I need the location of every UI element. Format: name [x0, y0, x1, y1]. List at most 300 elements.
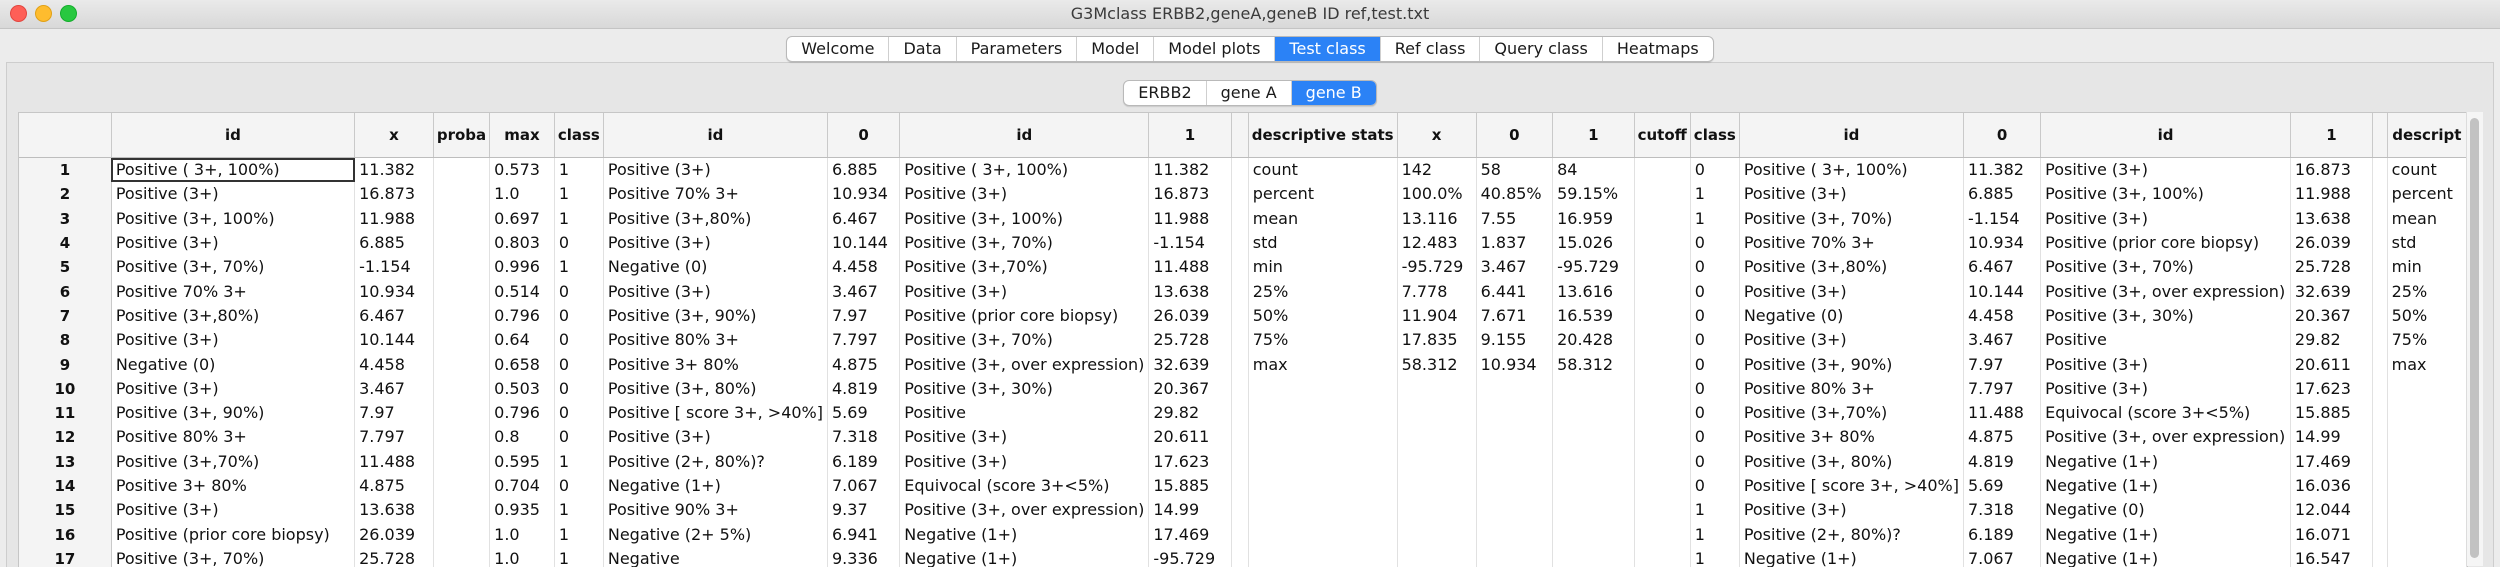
- table-cell[interactable]: 1: [554, 498, 603, 522]
- table-cell[interactable]: 0.803: [490, 231, 555, 255]
- column-header[interactable]: x: [355, 113, 434, 158]
- table-cell[interactable]: 32.639: [1149, 352, 1231, 376]
- tab-parameters[interactable]: Parameters: [957, 37, 1078, 61]
- table-cell[interactable]: Positive (prior core biopsy): [900, 304, 1149, 328]
- table-cell[interactable]: 11.488: [1963, 401, 2040, 425]
- table-cell[interactable]: [1634, 401, 1690, 425]
- column-header[interactable]: id: [1739, 113, 1963, 158]
- table-cell[interactable]: [1248, 522, 1397, 546]
- subtab-gene-a[interactable]: gene A: [1207, 81, 1292, 105]
- table-cell[interactable]: [2387, 450, 2466, 474]
- table-cell[interactable]: Positive (3+,70%): [111, 450, 354, 474]
- table-cell[interactable]: [1634, 207, 1690, 231]
- table-cell[interactable]: 0.796: [490, 304, 555, 328]
- table-cell[interactable]: 0.573: [490, 158, 555, 183]
- table-cell[interactable]: Negative (1+): [900, 547, 1149, 567]
- table-cell[interactable]: -1.154: [1963, 207, 2040, 231]
- table-cell[interactable]: [433, 255, 489, 279]
- table-cell[interactable]: Positive (3+, over expression): [900, 352, 1149, 376]
- table-cell[interactable]: Positive [ score 3+, >40%]: [603, 401, 827, 425]
- table-cell[interactable]: 0: [1690, 304, 1739, 328]
- table-cell[interactable]: [433, 304, 489, 328]
- table-cell[interactable]: Positive 3+ 80%: [603, 352, 827, 376]
- table-cell[interactable]: 6.885: [828, 158, 900, 183]
- table-cell[interactable]: [1553, 401, 1634, 425]
- table-cell[interactable]: [2387, 547, 2466, 567]
- row-number[interactable]: 16: [19, 522, 111, 546]
- table-cell[interactable]: 4.875: [828, 352, 900, 376]
- row-number[interactable]: 1: [19, 158, 111, 183]
- table-cell[interactable]: percent: [1248, 182, 1397, 206]
- table-cell[interactable]: 58: [1476, 158, 1552, 183]
- table-cell[interactable]: Positive (3+, 80%): [1739, 450, 1963, 474]
- subtab-erbb2[interactable]: ERBB2: [1124, 81, 1206, 105]
- column-header[interactable]: 1: [1553, 113, 1634, 158]
- table-cell[interactable]: 3.467: [828, 279, 900, 303]
- table-cell[interactable]: 25%: [2387, 279, 2466, 303]
- table-cell[interactable]: Positive (3+): [603, 425, 827, 449]
- table-cell[interactable]: 11.488: [355, 450, 434, 474]
- table-cell[interactable]: [1248, 498, 1397, 522]
- table-cell[interactable]: 11.988: [1149, 207, 1231, 231]
- table-cell[interactable]: Positive 70% 3+: [1739, 231, 1963, 255]
- table-cell[interactable]: 5.69: [828, 401, 900, 425]
- table-cell[interactable]: 0: [1690, 377, 1739, 401]
- table-cell[interactable]: [2372, 547, 2387, 567]
- table-cell[interactable]: 0.697: [490, 207, 555, 231]
- table-cell[interactable]: 11.382: [355, 158, 434, 183]
- table-cell[interactable]: 13.116: [1397, 207, 1476, 231]
- table-cell[interactable]: 12.483: [1397, 231, 1476, 255]
- table-cell[interactable]: Positive (3+, 70%): [111, 547, 354, 567]
- row-number[interactable]: 10: [19, 377, 111, 401]
- table-cell[interactable]: [1553, 547, 1634, 567]
- table-cell[interactable]: 40.85%: [1476, 182, 1552, 206]
- row-number[interactable]: 14: [19, 474, 111, 498]
- table-cell[interactable]: Negative (1+): [900, 522, 1149, 546]
- table-cell[interactable]: 11.488: [1149, 255, 1231, 279]
- table-cell[interactable]: Positive (3+,80%): [1739, 255, 1963, 279]
- table-cell[interactable]: 0: [554, 352, 603, 376]
- table-cell[interactable]: [2372, 304, 2387, 328]
- table-cell[interactable]: [1231, 425, 1248, 449]
- table-cell[interactable]: Positive (3+): [1739, 328, 1963, 352]
- table-cell[interactable]: [2372, 377, 2387, 401]
- table-cell[interactable]: 25.728: [2290, 255, 2372, 279]
- table-cell[interactable]: Positive (3+): [900, 182, 1149, 206]
- table-cell[interactable]: 16.547: [2290, 547, 2372, 567]
- table-cell[interactable]: [1476, 474, 1552, 498]
- table-cell[interactable]: [2372, 450, 2387, 474]
- table-cell[interactable]: 26.039: [355, 522, 434, 546]
- results-table[interactable]: [18, 112, 2468, 567]
- table-cell[interactable]: [1248, 547, 1397, 567]
- table-cell[interactable]: 15.026: [1553, 231, 1634, 255]
- table-cell[interactable]: [1634, 377, 1690, 401]
- table-cell[interactable]: 25.728: [355, 547, 434, 567]
- table-cell[interactable]: [1397, 401, 1476, 425]
- row-number[interactable]: 7: [19, 304, 111, 328]
- table-cell[interactable]: Positive (3+): [111, 328, 354, 352]
- table-cell[interactable]: [2372, 498, 2387, 522]
- table-cell[interactable]: 0.8: [490, 425, 555, 449]
- table-cell[interactable]: [433, 207, 489, 231]
- table-cell[interactable]: 29.82: [2290, 328, 2372, 352]
- column-header[interactable]: class: [1690, 113, 1739, 158]
- table-cell[interactable]: 20.611: [1149, 425, 1231, 449]
- table-cell[interactable]: 16.036: [2290, 474, 2372, 498]
- table-cell[interactable]: 7.97: [828, 304, 900, 328]
- table-cell[interactable]: Positive (3+): [2041, 377, 2291, 401]
- row-number[interactable]: 4: [19, 231, 111, 255]
- table-cell[interactable]: 50%: [2387, 304, 2466, 328]
- table-cell[interactable]: [1634, 158, 1690, 183]
- table-cell[interactable]: 10.934: [1963, 231, 2040, 255]
- table-cell[interactable]: Positive (2+, 80%)?: [603, 450, 827, 474]
- table-cell[interactable]: [433, 182, 489, 206]
- table-cell[interactable]: [1231, 304, 1248, 328]
- column-header[interactable]: proba: [433, 113, 489, 158]
- table-cell[interactable]: 3.467: [1963, 328, 2040, 352]
- table-cell[interactable]: 3.467: [355, 377, 434, 401]
- table-cell[interactable]: [2372, 182, 2387, 206]
- table-cell[interactable]: 1: [554, 158, 603, 183]
- table-cell[interactable]: [2387, 425, 2466, 449]
- table-cell[interactable]: Equivocal (score 3+<5%): [900, 474, 1149, 498]
- table-cell[interactable]: 7.067: [828, 474, 900, 498]
- table-cell[interactable]: 9.155: [1476, 328, 1552, 352]
- table-cell[interactable]: Positive (3+, 30%): [2041, 304, 2291, 328]
- table-cell[interactable]: [433, 425, 489, 449]
- table-cell[interactable]: 0.658: [490, 352, 555, 376]
- table-cell[interactable]: 6.467: [355, 304, 434, 328]
- table-cell[interactable]: Positive (3+, 70%): [900, 231, 1149, 255]
- table-cell[interactable]: max: [1248, 352, 1397, 376]
- table-cell[interactable]: Negative (0): [111, 352, 354, 376]
- table-cell[interactable]: Positive (3+, 90%): [603, 304, 827, 328]
- table-cell[interactable]: -1.154: [355, 255, 434, 279]
- table-cell[interactable]: Positive (3+, 70%): [1739, 207, 1963, 231]
- tab-query-class[interactable]: Query class: [1480, 37, 1602, 61]
- table-cell[interactable]: 32.639: [2290, 279, 2372, 303]
- table-cell[interactable]: 6.467: [1963, 255, 2040, 279]
- table-cell[interactable]: 75%: [2387, 328, 2466, 352]
- column-header[interactable]: 1: [2290, 113, 2372, 158]
- table-cell[interactable]: 16.539: [1553, 304, 1634, 328]
- table-cell[interactable]: 1.0: [490, 547, 555, 567]
- table-cell[interactable]: [1476, 450, 1552, 474]
- table-cell[interactable]: [1248, 401, 1397, 425]
- table-cell[interactable]: Positive (3+): [900, 450, 1149, 474]
- column-header[interactable]: [1231, 113, 1248, 158]
- column-header[interactable]: cutoff: [1634, 113, 1690, 158]
- table-cell[interactable]: Positive 70% 3+: [603, 182, 827, 206]
- table-cell[interactable]: 17.469: [2290, 450, 2372, 474]
- table-cell[interactable]: [1397, 547, 1476, 567]
- table-cell[interactable]: 17.835: [1397, 328, 1476, 352]
- table-cell[interactable]: [1634, 547, 1690, 567]
- table-cell[interactable]: mean: [2387, 207, 2466, 231]
- table-cell[interactable]: 7.797: [355, 425, 434, 449]
- table-cell[interactable]: [433, 474, 489, 498]
- column-header[interactable]: id: [111, 113, 354, 158]
- table-cell[interactable]: [1231, 522, 1248, 546]
- row-number[interactable]: 2: [19, 182, 111, 206]
- table-cell[interactable]: 84: [1553, 158, 1634, 183]
- vertical-scrollbar[interactable]: [2466, 112, 2483, 566]
- table-cell[interactable]: 7.778: [1397, 279, 1476, 303]
- tab-ref-class[interactable]: Ref class: [1381, 37, 1481, 61]
- table-cell[interactable]: Negative (0): [603, 255, 827, 279]
- table-cell[interactable]: 9.336: [828, 547, 900, 567]
- table-cell[interactable]: [2372, 328, 2387, 352]
- table-cell[interactable]: Negative (1+): [2041, 474, 2291, 498]
- row-number[interactable]: 11: [19, 401, 111, 425]
- table-cell[interactable]: [1634, 522, 1690, 546]
- table-cell[interactable]: Negative (1+): [2041, 522, 2291, 546]
- table-cell[interactable]: [433, 401, 489, 425]
- table-cell[interactable]: 1: [554, 207, 603, 231]
- table-cell[interactable]: 0: [1690, 352, 1739, 376]
- table-cell[interactable]: 7.797: [828, 328, 900, 352]
- table-cell[interactable]: 20.367: [2290, 304, 2372, 328]
- table-cell[interactable]: [1397, 377, 1476, 401]
- row-number[interactable]: 3: [19, 207, 111, 231]
- table-cell[interactable]: Positive (2+, 80%)?: [1739, 522, 1963, 546]
- table-cell[interactable]: Positive (3+): [1739, 182, 1963, 206]
- table-cell[interactable]: 0: [554, 304, 603, 328]
- table-cell[interactable]: [1476, 401, 1552, 425]
- table-cell[interactable]: Negative (0): [1739, 304, 1963, 328]
- table-cell[interactable]: Positive (3+, 90%): [111, 401, 354, 425]
- table-cell[interactable]: count: [1248, 158, 1397, 183]
- table-cell[interactable]: 16.873: [1149, 182, 1231, 206]
- tab-data[interactable]: Data: [889, 37, 956, 61]
- table-cell[interactable]: [1476, 498, 1552, 522]
- table-cell[interactable]: Positive 3+ 80%: [111, 474, 354, 498]
- table-cell[interactable]: 1.0: [490, 522, 555, 546]
- table-cell[interactable]: Positive ( 3+, 100%): [111, 158, 354, 183]
- tab-test-class[interactable]: Test class: [1275, 37, 1380, 61]
- table-cell[interactable]: 29.82: [1149, 401, 1231, 425]
- table-cell[interactable]: min: [1248, 255, 1397, 279]
- table-cell[interactable]: 10.144: [355, 328, 434, 352]
- table-cell[interactable]: 1: [1690, 522, 1739, 546]
- table-cell[interactable]: 0: [554, 425, 603, 449]
- table-cell[interactable]: Positive ( 3+, 100%): [900, 158, 1149, 183]
- table-cell[interactable]: [1231, 279, 1248, 303]
- table-cell[interactable]: Positive (3+, over expression): [900, 498, 1149, 522]
- column-header[interactable]: 0: [828, 113, 900, 158]
- table-cell[interactable]: Positive 80% 3+: [603, 328, 827, 352]
- table-cell[interactable]: 14.99: [1149, 498, 1231, 522]
- column-header[interactable]: descript: [2387, 113, 2466, 158]
- table-cell[interactable]: 50%: [1248, 304, 1397, 328]
- table-cell[interactable]: 0: [1690, 450, 1739, 474]
- table-cell[interactable]: [2372, 255, 2387, 279]
- table-cell[interactable]: 11.988: [355, 207, 434, 231]
- table-cell[interactable]: 0.704: [490, 474, 555, 498]
- table-cell[interactable]: 58.312: [1397, 352, 1476, 376]
- table-cell[interactable]: 7.55: [1476, 207, 1552, 231]
- table-cell[interactable]: 7.671: [1476, 304, 1552, 328]
- table-cell[interactable]: [2372, 207, 2387, 231]
- column-header[interactable]: 0: [1963, 113, 2040, 158]
- table-cell[interactable]: 4.819: [828, 377, 900, 401]
- table-cell[interactable]: 1: [1690, 182, 1739, 206]
- table-cell[interactable]: std: [1248, 231, 1397, 255]
- table-cell[interactable]: [2372, 401, 2387, 425]
- table-cell[interactable]: [1231, 255, 1248, 279]
- table-cell[interactable]: [1634, 425, 1690, 449]
- table-cell[interactable]: 12.044: [2290, 498, 2372, 522]
- table-cell[interactable]: [1476, 547, 1552, 567]
- column-header[interactable]: descriptive stats: [1248, 113, 1397, 158]
- table-cell[interactable]: 0.514: [490, 279, 555, 303]
- table-cell[interactable]: -95.729: [1149, 547, 1231, 567]
- table-cell[interactable]: 13.638: [1149, 279, 1231, 303]
- table-cell[interactable]: Positive (prior core biopsy): [2041, 231, 2291, 255]
- table-cell[interactable]: Negative (2+ 5%): [603, 522, 827, 546]
- table-cell[interactable]: [2387, 522, 2466, 546]
- table-cell[interactable]: 1.837: [1476, 231, 1552, 255]
- table-cell[interactable]: Negative (1+): [2041, 547, 2291, 567]
- table-cell[interactable]: 25%: [1248, 279, 1397, 303]
- column-header[interactable]: [2372, 113, 2387, 158]
- table-cell[interactable]: 0.935: [490, 498, 555, 522]
- table-cell[interactable]: Positive (3+): [111, 231, 354, 255]
- table-cell[interactable]: 0: [554, 377, 603, 401]
- table-cell[interactable]: 1: [1690, 498, 1739, 522]
- table-cell[interactable]: [1231, 401, 1248, 425]
- table-cell[interactable]: [1553, 474, 1634, 498]
- table-cell[interactable]: 1: [1690, 547, 1739, 567]
- table-cell[interactable]: 6.189: [1963, 522, 2040, 546]
- table-cell[interactable]: 11.382: [1149, 158, 1231, 183]
- row-number[interactable]: 6: [19, 279, 111, 303]
- table-cell[interactable]: 1: [1690, 207, 1739, 231]
- table-cell[interactable]: count: [2387, 158, 2466, 183]
- table-cell[interactable]: Negative (1+): [1739, 547, 1963, 567]
- table-cell[interactable]: Positive: [900, 401, 1149, 425]
- row-number[interactable]: 8: [19, 328, 111, 352]
- column-header[interactable]: id: [900, 113, 1149, 158]
- table-cell[interactable]: Positive: [2041, 328, 2291, 352]
- table-cell[interactable]: 100.0%: [1397, 182, 1476, 206]
- table-cell[interactable]: 1.0: [490, 182, 555, 206]
- table-cell[interactable]: 17.469: [1149, 522, 1231, 546]
- table-cell[interactable]: [1397, 498, 1476, 522]
- column-header[interactable]: 1: [1149, 113, 1231, 158]
- table-cell[interactable]: Positive 80% 3+: [111, 425, 354, 449]
- table-cell[interactable]: [2387, 474, 2466, 498]
- table-cell[interactable]: [2372, 279, 2387, 303]
- table-cell[interactable]: -1.154: [1149, 231, 1231, 255]
- table-cell[interactable]: 59.15%: [1553, 182, 1634, 206]
- table-cell[interactable]: 11.904: [1397, 304, 1476, 328]
- table-cell[interactable]: 6.189: [828, 450, 900, 474]
- table-cell[interactable]: [2372, 158, 2387, 183]
- table-cell[interactable]: 16.873: [2290, 158, 2372, 183]
- table-cell[interactable]: 11.988: [2290, 182, 2372, 206]
- tab-model-plots[interactable]: Model plots: [1154, 37, 1275, 61]
- table-cell[interactable]: [1397, 425, 1476, 449]
- table-cell[interactable]: [1397, 522, 1476, 546]
- table-cell[interactable]: Negative (1+): [603, 474, 827, 498]
- table-cell[interactable]: 7.797: [1963, 377, 2040, 401]
- table-cell[interactable]: Positive (3+, 80%): [603, 377, 827, 401]
- table-cell[interactable]: Positive 3+ 80%: [1739, 425, 1963, 449]
- table-cell[interactable]: mean: [1248, 207, 1397, 231]
- table-cell[interactable]: [1397, 474, 1476, 498]
- table-cell[interactable]: 1: [554, 182, 603, 206]
- table-cell[interactable]: Positive (3+): [603, 158, 827, 183]
- row-number[interactable]: 13: [19, 450, 111, 474]
- table-cell[interactable]: 20.367: [1149, 377, 1231, 401]
- table-cell[interactable]: [2372, 352, 2387, 376]
- table-cell[interactable]: [1476, 377, 1552, 401]
- table-cell[interactable]: 10.934: [828, 182, 900, 206]
- table-cell[interactable]: [2372, 474, 2387, 498]
- table-cell[interactable]: 13.638: [2290, 207, 2372, 231]
- table-cell[interactable]: 75%: [1248, 328, 1397, 352]
- table-cell[interactable]: 0: [1690, 255, 1739, 279]
- table-cell[interactable]: [1634, 304, 1690, 328]
- table-cell[interactable]: [1553, 425, 1634, 449]
- table-cell[interactable]: 1: [554, 255, 603, 279]
- table-cell[interactable]: 3.467: [1476, 255, 1552, 279]
- table-cell[interactable]: [1231, 474, 1248, 498]
- table-cell[interactable]: [433, 158, 489, 183]
- row-header-corner[interactable]: [19, 113, 111, 158]
- table-cell[interactable]: 0: [1690, 401, 1739, 425]
- table-cell[interactable]: 20.428: [1553, 328, 1634, 352]
- table-cell[interactable]: Positive 90% 3+: [603, 498, 827, 522]
- table-cell[interactable]: 0: [1690, 231, 1739, 255]
- table-cell[interactable]: Positive (3+, 100%): [900, 207, 1149, 231]
- table-cell[interactable]: Negative: [603, 547, 827, 567]
- table-cell[interactable]: min: [2387, 255, 2466, 279]
- table-cell[interactable]: 10.144: [828, 231, 900, 255]
- table-cell[interactable]: Positive (3+): [900, 279, 1149, 303]
- table-cell[interactable]: -95.729: [1397, 255, 1476, 279]
- table-cell[interactable]: 13.638: [355, 498, 434, 522]
- table-cell[interactable]: 0: [554, 328, 603, 352]
- table-cell[interactable]: [1231, 158, 1248, 183]
- column-header[interactable]: 0: [1476, 113, 1552, 158]
- table-cell[interactable]: 4.819: [1963, 450, 2040, 474]
- table-cell[interactable]: 6.941: [828, 522, 900, 546]
- table-cell[interactable]: [2387, 401, 2466, 425]
- table-cell[interactable]: [1231, 231, 1248, 255]
- table-cell[interactable]: 6.885: [1963, 182, 2040, 206]
- table-cell[interactable]: 0.796: [490, 401, 555, 425]
- column-header[interactable]: class: [554, 113, 603, 158]
- table-cell[interactable]: 0: [1690, 328, 1739, 352]
- table-cell[interactable]: [2372, 522, 2387, 546]
- table-cell[interactable]: Positive (3+, 100%): [111, 207, 354, 231]
- table-cell[interactable]: 13.616: [1553, 279, 1634, 303]
- table-cell[interactable]: [1231, 377, 1248, 401]
- table-cell[interactable]: Positive (prior core biopsy): [111, 522, 354, 546]
- table-cell[interactable]: 26.039: [2290, 231, 2372, 255]
- tab-heatmaps[interactable]: Heatmaps: [1616, 39, 1699, 58]
- table-cell[interactable]: [1634, 255, 1690, 279]
- table-cell[interactable]: [1231, 328, 1248, 352]
- table-cell[interactable]: [1553, 498, 1634, 522]
- table-cell[interactable]: 7.97: [355, 401, 434, 425]
- table-cell[interactable]: Equivocal (score 3+<5%): [2041, 401, 2291, 425]
